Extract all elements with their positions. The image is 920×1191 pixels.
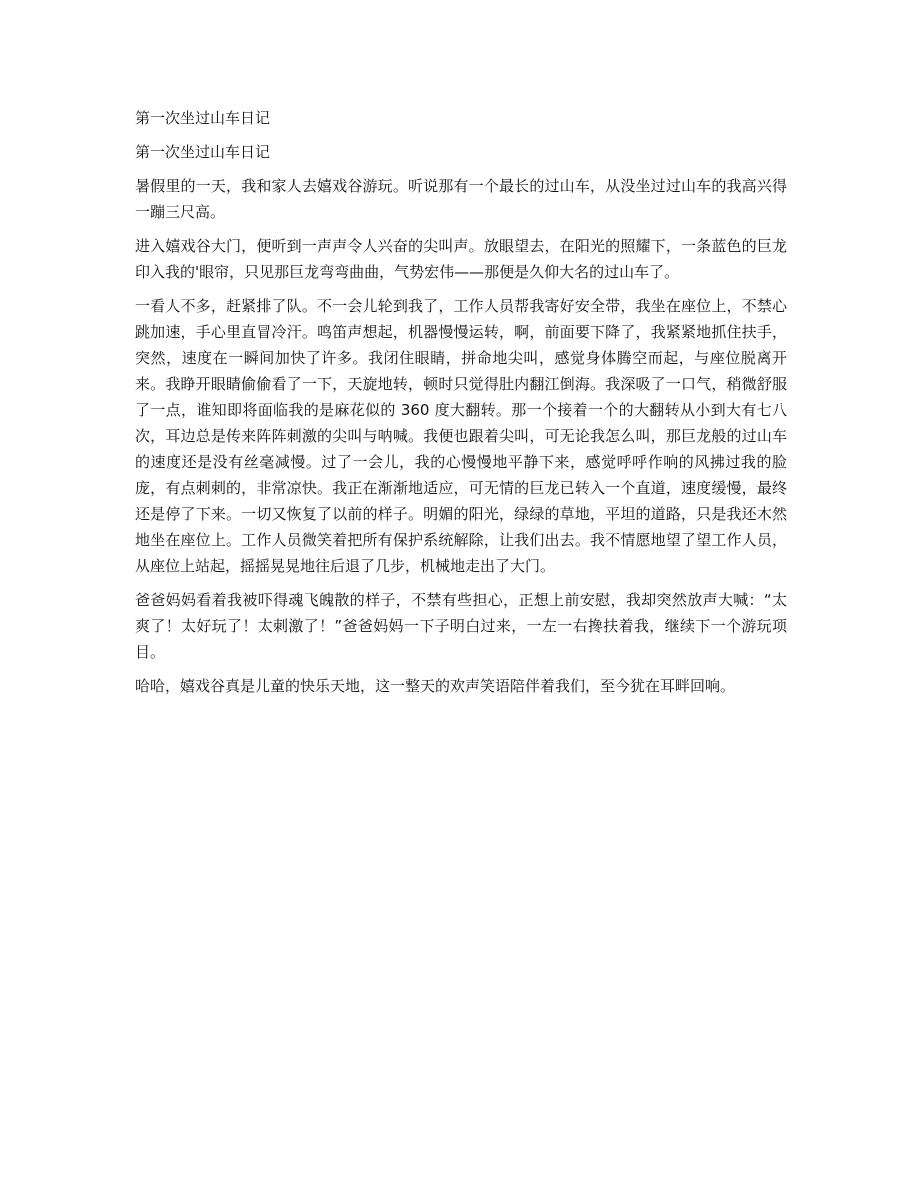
paragraph-4: 爸爸妈妈看着我被吓得魂飞魄散的样子，不禁有些担心，正想上前安慰，我却突然放声大喊：“太爽了！太好玩了！太刺激了！”爸爸妈妈一下子明白过来，一左一右搀扶着我，继续下一个游玩项目。 xyxy=(135,591,787,661)
document-title: 第一次坐过山车日记 xyxy=(135,109,271,127)
paragraph-3: 一看人不多，赶紧排了队。不一会儿轮到我了，工作人员帮我寄好安全带，我坐在座位上，不禁心跳加速，手心里直冒冷汗。鸣笛声想起，机器慢慢运转，啊，前面要下降了，我紧紧地抓住扶手，突然，速度在一瞬间加快了许多。我闭住眼睛，拼命地尖叫，感觉身体腾空而起，与座位脱离开来。我睁开眼睛偷偷看了一下，天旋地转，顿时只觉得肚内翻江倒海。我深吸了一口气，稍微舒服了一点，谁知即将面临我的是麻花似的 360 度大翻转。那一个接着一个的大翻转从小到大有七八次，耳边总是传来阵阵刺激的尖叫与呐喊。我便也跟着尖叫，可无论我怎么叫，那巨龙般的过山车的速度还是没有丝毫减慢。过了一会儿，我的心慢慢地平静下来，感觉呼呼作响的风拂过我的脸庞，有点刺刺的，非常凉快。我正在渐渐地适应，可无情的巨龙已转入一个直道，速度缓慢，最终还是停了下来。一切又恢复了以前的样子。明媚的阳光，绿绿的草地，平坦的道路，只是我还木然地坐在座位上。工作人员微笑着把所有保护系统解除，让我们出去。我不情愿地望了望工作人员，从座位上站起，摇摇晃晃地往后退了几步，机械地走出了大门。 xyxy=(135,297,787,575)
paragraph-1: 暑假里的一天，我和家人去嬉戏谷游玩。听说那有一个最长的过山车，从没坐过过山车的我高兴得一蹦三尺高。 xyxy=(135,177,787,221)
document-page xyxy=(135,105,787,707)
paragraph-2: 进入嬉戏谷大门，便听到一声声令人兴奋的尖叫声。放眼望去，在阳光的照耀下，一条蓝色的巨龙印入我的'眼帘，只见那巨龙弯弯曲曲，气势宏伟——那便是久仰大名的过山车了。 xyxy=(135,237,787,281)
paragraph-5: 哈哈，嬉戏谷真是儿童的快乐天地，这一整天的欢声笑语陪伴着我们，至今犹在耳畔回响。 xyxy=(135,677,736,695)
document-subtitle: 第一次坐过山车日记 xyxy=(135,143,271,161)
